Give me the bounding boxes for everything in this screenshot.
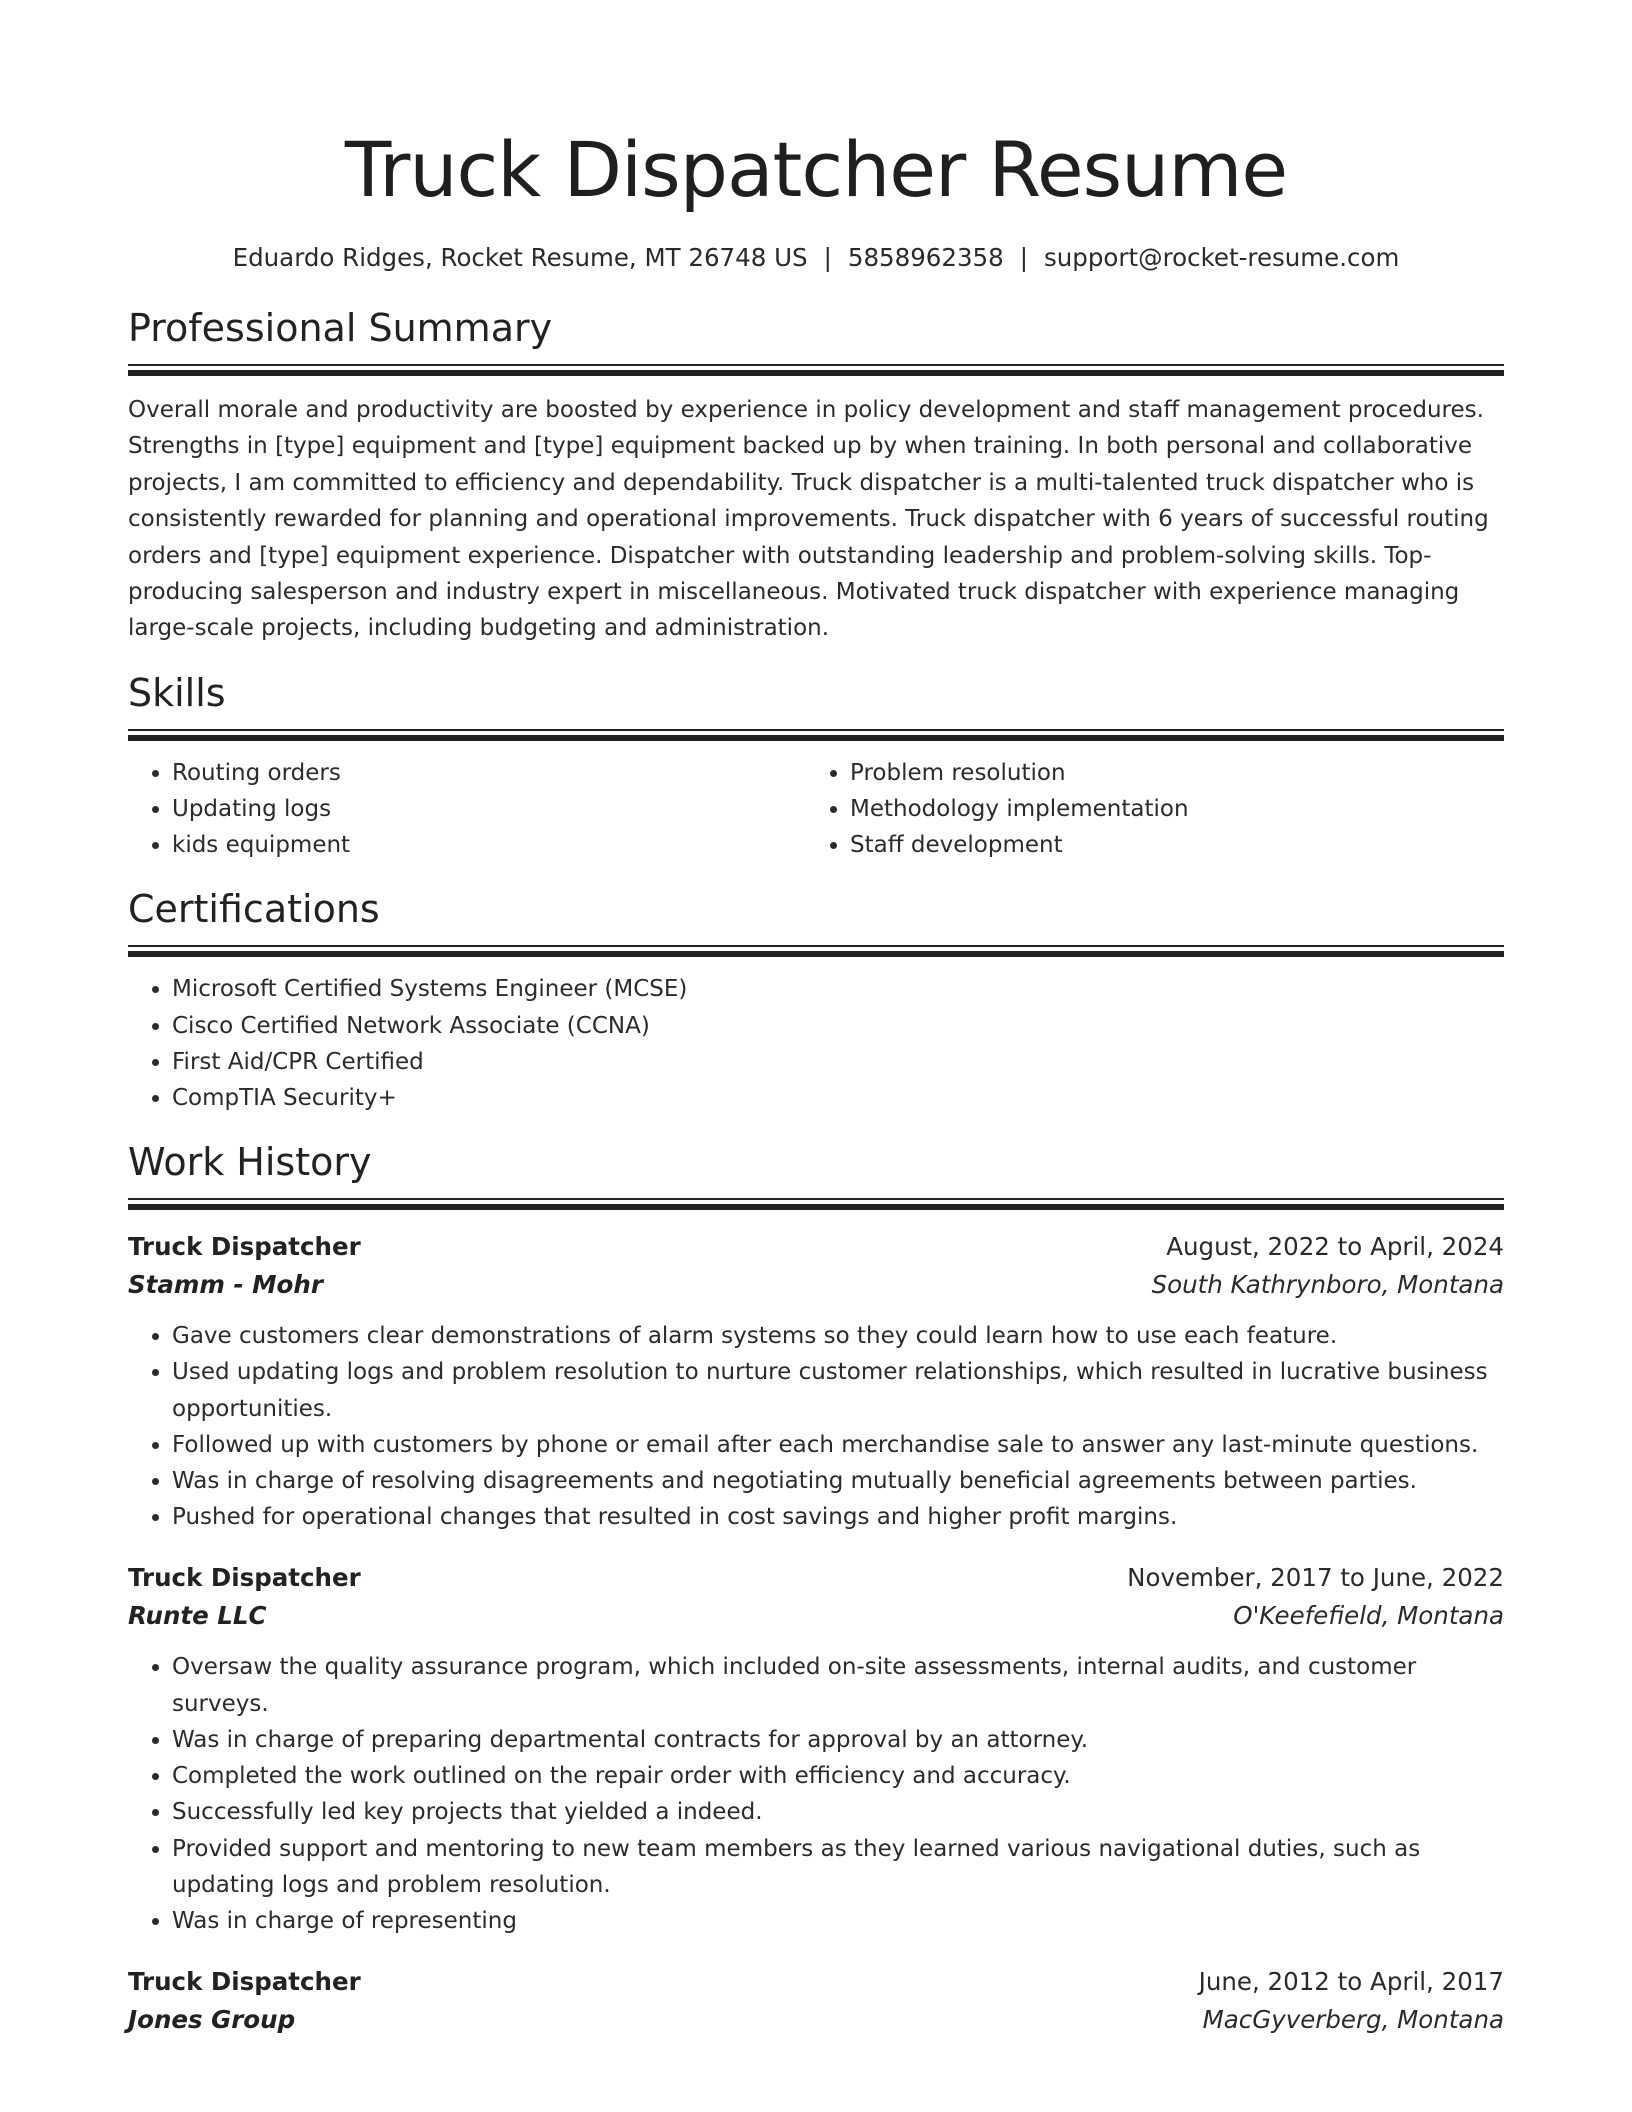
section-heading-work: Work History xyxy=(128,1140,372,1185)
job-bullet: • Pushed for operational changes that resulted in cost savings and higher profit margins. xyxy=(172,1499,1504,1535)
job-bullet-list xyxy=(128,1318,1504,1535)
contact-phone: 5858962358 xyxy=(847,243,1004,272)
job-entry xyxy=(128,1228,1504,1535)
skill-item: • Updating logs xyxy=(172,791,806,827)
job-location: South Kathrynboro, Montana xyxy=(1151,1270,1504,1300)
skills-grid xyxy=(128,755,1504,864)
job-bullet: • Gave customers clear demonstrations of alarm systems so they could learn how to use each feature. xyxy=(172,1318,1504,1354)
resume-title: Truck Dispatcher Resume xyxy=(344,125,1288,214)
certifications-list xyxy=(128,971,1504,1116)
section-heading-skills: Skills xyxy=(128,670,226,715)
summary-text: Overall morale and productivity are boosted by experience in policy development and staff management procedures. Strengths in [type] equipment and [type] equipment backed up by when training. In both personal and collaborative projects, I am committed to efficiency and dependability. Truck dispatcher is a multi-talented truck dispatcher who is consistently rewarded for planning and operational improvements. Truck dispatcher with 6 years of successful routing orders and [type] equipment experience. Dispatcher with outstanding leadership and problem-solving skills. Top-producing salesperson and industry expert in miscellaneous. Motivated truck dispatcher with experience managing large-scale projects, including budgeting and administration. xyxy=(128,397,1489,642)
contact-separator: | xyxy=(823,243,832,272)
certification-item: • Microsoft Certified Systems Engineer (MCSE) xyxy=(172,971,1504,1007)
job-location: MacGyverberg, Montana xyxy=(1202,2005,1504,2035)
summary-section xyxy=(128,304,1504,647)
section-heading-certifications: Certifications xyxy=(128,887,380,932)
job-bullet: • Completed the work outlined on the repair order with efficiency and accuracy. xyxy=(172,1758,1504,1794)
job-bullet: • Successfully led key projects that yielded a indeed. xyxy=(172,1794,1504,1830)
job-header xyxy=(128,1963,1504,2001)
skill-item: • Staff development xyxy=(850,827,1484,863)
job-company: Stamm - Mohr xyxy=(128,1270,323,1300)
job-bullet: • Was in charge of representing xyxy=(172,1903,1504,1939)
skills-column-right xyxy=(806,755,1484,864)
job-title: Truck Dispatcher xyxy=(128,1232,361,1262)
certification-item: • Cisco Certified Network Associate (CCNA) xyxy=(172,1008,1504,1044)
skills-column-left xyxy=(128,755,806,864)
contact-email[interactable]: support@rocket-resume.com xyxy=(1044,243,1400,272)
certification-item: • First Aid/CPR Certified xyxy=(172,1044,1504,1080)
job-bullet: • Was in charge of preparing departmental contracts for approval by an attorney. xyxy=(172,1722,1504,1758)
job-location: O'Keefefield, Montana xyxy=(1233,1601,1504,1631)
skills-section xyxy=(128,669,1504,864)
section-divider xyxy=(128,945,1504,957)
job-dates: June, 2012 to April, 2017 xyxy=(1198,1967,1504,1997)
skill-item: • Routing orders xyxy=(172,755,806,791)
job-subheader xyxy=(128,1597,1504,1635)
certifications-section xyxy=(128,885,1504,1116)
job-subheader xyxy=(128,2001,1504,2039)
section-divider xyxy=(128,364,1504,376)
job-bullet: • Provided support and mentoring to new team members as they learned various navigational duties, such as updating logs and problem resolution. xyxy=(172,1831,1504,1903)
job-title: Truck Dispatcher xyxy=(128,1967,361,1997)
job-bullet: • Oversaw the quality assurance program, which included on-site assessments, internal audits, and customer surveys. xyxy=(172,1649,1504,1721)
job-bullet: • Was in charge of resolving disagreements and negotiating mutually beneficial agreements between parties. xyxy=(172,1463,1504,1499)
job-subheader xyxy=(128,1266,1504,1304)
resume-page xyxy=(128,0,1504,2039)
contact-separator: | xyxy=(1019,243,1029,272)
job-dates: November, 2017 to June, 2022 xyxy=(1127,1563,1504,1593)
job-header xyxy=(128,1228,1504,1266)
job-bullet: • Followed up with customers by phone or email after each merchandise sale to answer any last-minute questions. xyxy=(172,1427,1504,1463)
work-history-section xyxy=(128,1138,1504,2039)
section-heading-summary: Professional Summary xyxy=(128,306,553,350)
skill-item: • Methodology implementation xyxy=(850,791,1484,827)
job-dates: August, 2022 to April, 2024 xyxy=(1166,1232,1504,1262)
section-divider xyxy=(128,729,1504,741)
certification-item: • CompTIA Security+ xyxy=(172,1080,1504,1116)
job-bullet-list xyxy=(128,1649,1504,1939)
section-divider xyxy=(128,1198,1504,1210)
contact-line xyxy=(128,242,1504,274)
job-bullet: • Used updating logs and problem resolution to nurture customer relationships, which resulted in lucrative business opportunities. xyxy=(172,1354,1504,1426)
job-company: Runte LLC xyxy=(128,1601,267,1631)
job-entry xyxy=(128,1963,1504,2039)
skill-item: • Problem resolution xyxy=(850,755,1484,791)
job-entry xyxy=(128,1559,1504,1939)
contact-address: Eduardo Ridges, Rocket Resume, MT 26748 US xyxy=(232,243,808,272)
skill-item: • kids equipment xyxy=(172,827,806,863)
job-company: Jones Group xyxy=(128,2005,296,2035)
job-header xyxy=(128,1559,1504,1597)
job-title: Truck Dispatcher xyxy=(128,1563,361,1593)
